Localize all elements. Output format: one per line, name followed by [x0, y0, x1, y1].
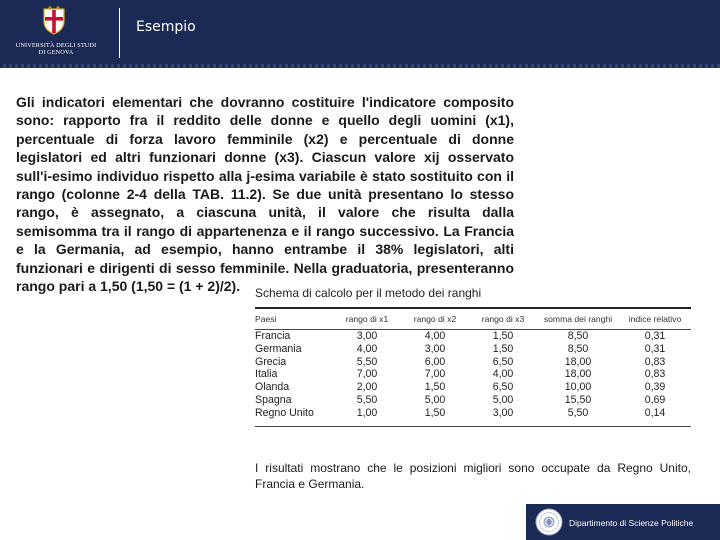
university-name: UNIVERSITÀ DEGLI STUDI — [15, 42, 97, 49]
cell-rango-x2: 1,50 — [424, 406, 446, 419]
department-name: Dipartimento di Scienze Politiche — [569, 518, 694, 528]
cell-indice: 0,31 — [644, 330, 666, 342]
cell-indice: 0,83 — [644, 368, 666, 381]
cell-rango-x3: 4,00 — [492, 368, 514, 381]
cell-somma: 8,50 — [567, 330, 589, 342]
header-paesi: Paesi — [255, 314, 277, 324]
cell-rango-x1: 2,00 — [356, 381, 378, 394]
cell-rango-x1: 4,00 — [356, 342, 378, 355]
cell-rango-x1: 3,00 — [356, 330, 378, 342]
cell-rango-x2: 3,00 — [424, 342, 446, 355]
table-header-row — [255, 309, 691, 329]
university-crest-icon — [41, 6, 67, 36]
cell-paese: Olanda — [255, 381, 290, 394]
cell-somma: 5,50 — [567, 406, 589, 419]
cell-paese: Italia — [255, 368, 278, 381]
cell-indice: 0,31 — [644, 342, 666, 355]
cell-indice: 0,14 — [644, 406, 666, 419]
cell-rango-x2: 5,00 — [424, 393, 446, 406]
cell-paese: Francia — [255, 330, 291, 342]
cell-somma: 18,00 — [564, 355, 592, 368]
cell-somma: 10,00 — [564, 381, 592, 394]
header-bar — [0, 0, 720, 68]
main-paragraph — [16, 93, 514, 295]
header-indice-relativo: indice relativo — [628, 314, 682, 324]
slide-title: Esempio — [136, 19, 196, 35]
table-bottom-rule — [255, 426, 691, 427]
cell-paese: Spagna — [255, 393, 292, 406]
table-row — [255, 381, 691, 394]
cell-rango-x3: 3,00 — [492, 406, 514, 419]
header-stripe — [0, 64, 720, 68]
cell-indice: 0,39 — [644, 381, 666, 394]
cell-rango-x3: 6,50 — [492, 381, 514, 394]
cell-rango-x1: 5,50 — [356, 393, 378, 406]
rank-method-table — [255, 285, 691, 427]
cell-indice: 0,83 — [644, 355, 666, 368]
cell-somma: 8,50 — [567, 342, 589, 355]
cell-rango-x3: 6,50 — [492, 355, 514, 368]
conclusion-text: I risultati mostrano che le posizioni migliori sono occupate da Regno Unito, Francia e Germania. — [255, 461, 691, 491]
cell-rango-x2: 4,00 — [424, 330, 446, 342]
header-rango-x1: rango di x1 — [345, 314, 389, 324]
paragraph-text: Gli indicatori elementari che dovranno costituire l'indicatore composito sono: rapporto fra il reddito delle donne e quello degli uomini (x1), percentuale di forza lavoro femminile (x2) e percentuale di donne legislatori ed altri funzionari donne (x3). Ciascun valore xij osservato sull'i-esimo individuo rispetto alla j-esima variabile è stato sostituito con il rango (colonne 2-4 della TAB. 11.2). Se due unità presentano lo stesso rango, è assegnato, a ciascuna unità, il valore che risulta dalla semisomma tra il rango di appartenenza e il rango successivo. La Francia e la Germania, ad esempio, hanno entrambe il 38% legislatori, alti funzionari e dirigenti di sesso femminile. Nella graduatoria, presenteranno rango pari a 1,50 (1,50 = (1 + 2)/2). — [16, 94, 514, 295]
table-row — [255, 368, 691, 381]
table-caption: Schema di calcolo per il metodo dei ranghi — [255, 286, 482, 300]
table-row — [255, 407, 691, 420]
department-seal-icon — [535, 508, 563, 536]
cell-paese: Grecia — [255, 355, 287, 368]
university-city: DI GENOVA — [38, 49, 74, 56]
header-rango-x2: rango di x2 — [413, 314, 457, 324]
data-table — [255, 309, 691, 420]
cell-rango-x3: 1,50 — [492, 342, 514, 355]
cell-paese: Regno Unito — [255, 406, 314, 419]
cell-rango-x1: 5,50 — [356, 355, 378, 368]
cell-rango-x3: 5,00 — [492, 393, 514, 406]
cell-rango-x1: 7,00 — [356, 368, 378, 381]
cell-rango-x3: 1,50 — [492, 330, 514, 342]
table-row — [255, 343, 691, 356]
footer-bar — [526, 504, 720, 540]
table-row — [255, 330, 691, 343]
university-logo[interactable] — [0, 0, 112, 68]
table-row — [255, 356, 691, 369]
header-divider — [119, 8, 120, 58]
cell-rango-x1: 1,00 — [356, 406, 378, 419]
cell-paese: Germania — [255, 342, 302, 355]
cell-somma: 18,00 — [564, 368, 592, 381]
table-row — [255, 394, 691, 407]
cell-somma: 15,50 — [564, 393, 592, 406]
cell-rango-x2: 7,00 — [424, 368, 446, 381]
header-somma-ranghi: somma dei ranghi — [543, 314, 613, 324]
cell-indice: 0,69 — [644, 393, 666, 406]
cell-rango-x2: 1,50 — [424, 381, 446, 394]
header-rango-x3: rango di x3 — [481, 314, 525, 324]
cell-rango-x2: 6,00 — [424, 355, 446, 368]
